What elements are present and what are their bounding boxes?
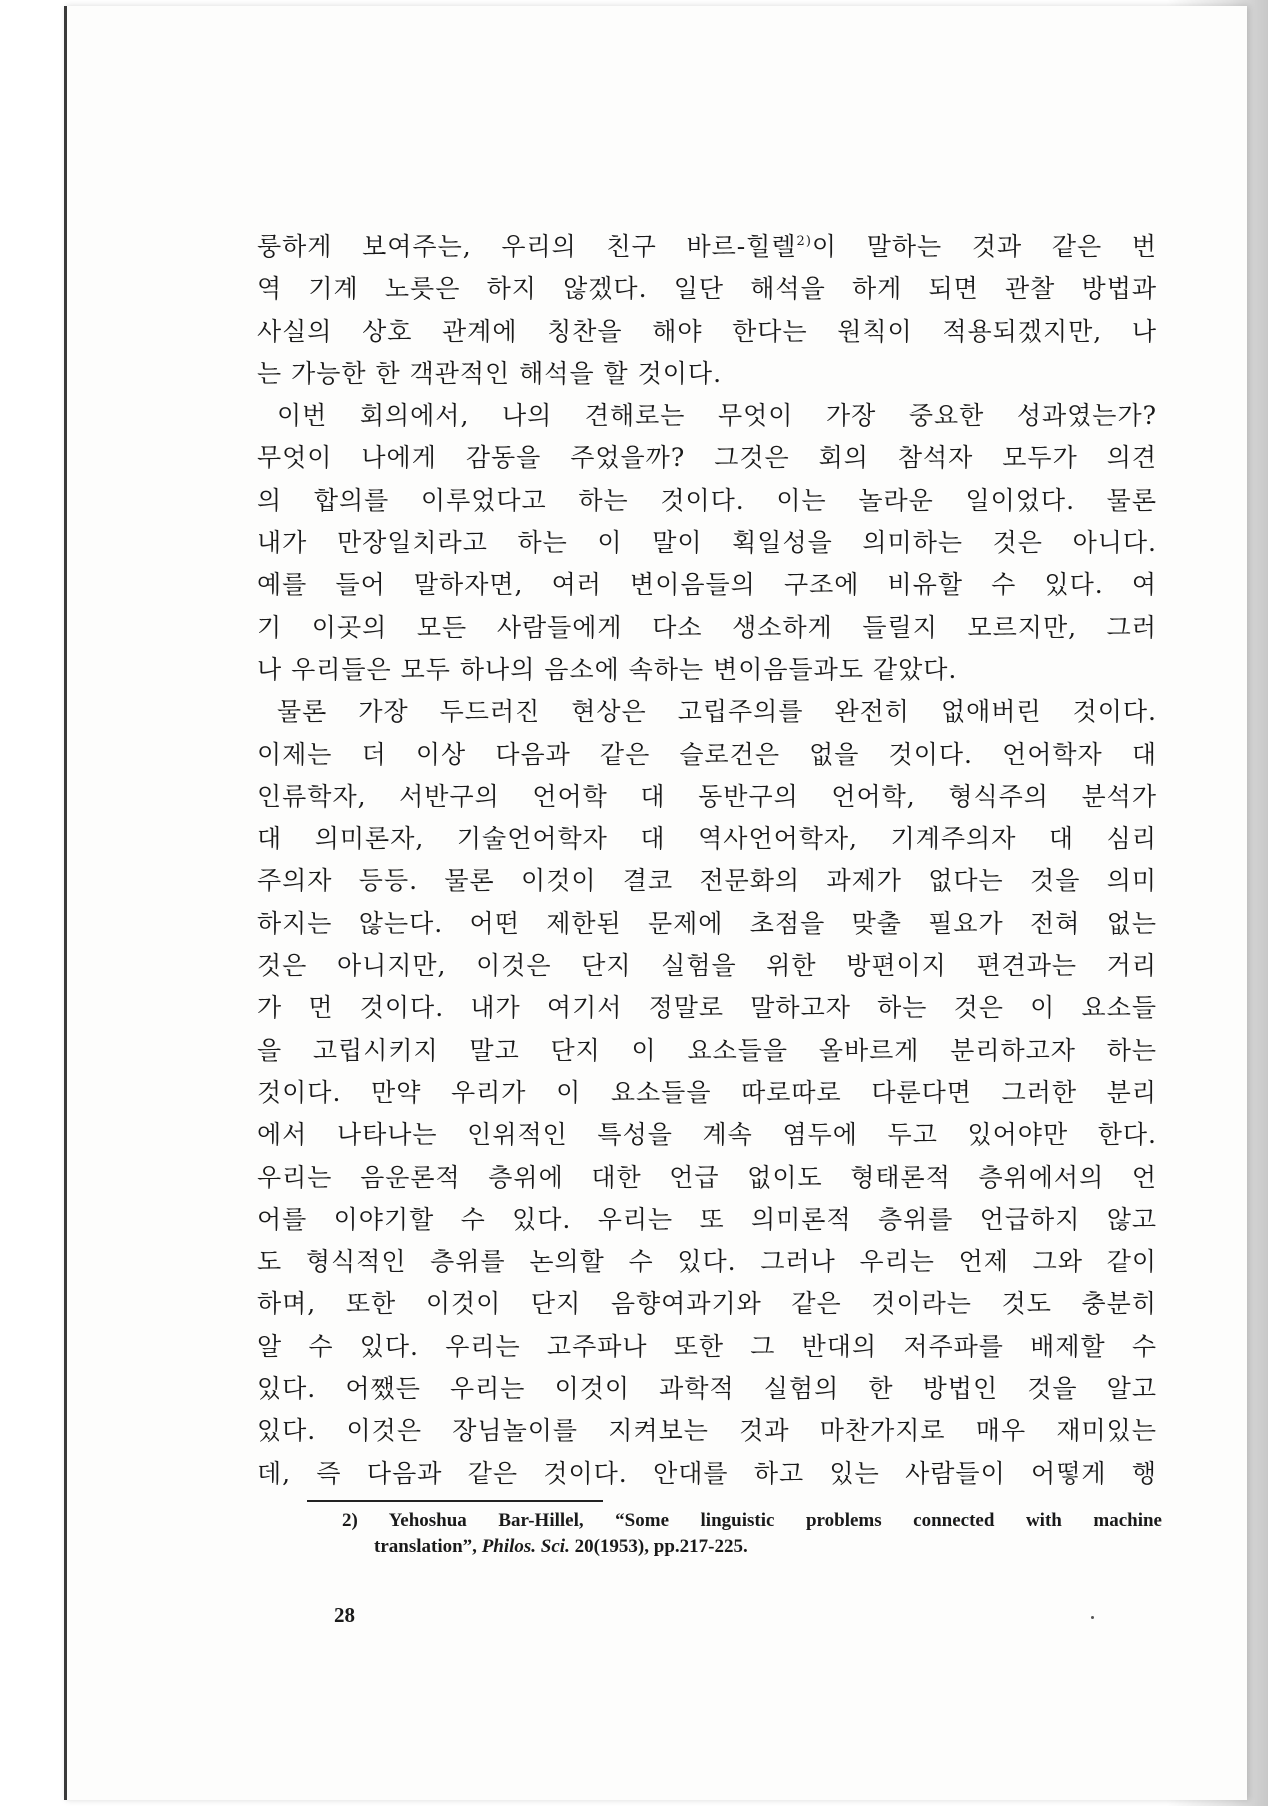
text-line: 는 가능한 한 객관적인 해석을 할 것이다.: [257, 358, 723, 388]
text-line: 나 우리들은 모두 하나의 음소에 속하는 변이음들과도 같았다.: [257, 654, 958, 684]
text-line: 데, 즉 다음과 같은 것이다. 안대를 하고 있는 사람들이 어떻게 행: [257, 1458, 1157, 1488]
footnote-line: 2) Yehoshua Bar-Hillel, “Some linguistic problems connected with machine: [342, 1510, 1162, 1531]
text-line: 우리는 음운론적 층위에 대한 언급 없이도 형태론적 층위에서의 언: [257, 1162, 1157, 1192]
text-line: 하지는 않는다. 어떤 제한된 문제에 초점을 맞출 필요가 전혀 없는: [257, 908, 1157, 938]
text-line: 있다. 이것은 장님놀이를 지켜보는 것과 마찬가지로 매우 재미있는: [257, 1416, 1157, 1446]
paragraph-first-line: 이번 회의에서, 나의 견해로는 무엇이 가장 중요한 성과였는가?: [277, 401, 1157, 431]
page-number: 28: [334, 1603, 355, 1627]
text-line: 도 형식적인 층위를 논의할 수 있다. 그러나 우리는 언제 그와 같이: [257, 1247, 1157, 1277]
book-page: [64, 6, 1247, 1800]
text-line: 이제는 더 이상 다음과 같은 슬로건은 없을 것이다. 언어학자 대: [257, 739, 1157, 769]
text-line: 어를 이야기할 수 있다. 우리는 또 의미론적 층위를 언급하지 않고: [257, 1204, 1157, 1234]
text-line: 을 고립시키지 말고 단지 이 요소들을 올바르게 분리하고자 하는: [257, 1035, 1157, 1065]
text-line: 예를 들어 말하자면, 여러 변이음들의 구조에 비유할 수 있다. 여: [257, 570, 1157, 600]
footnote: [342, 1508, 1162, 1560]
text-line: 있다. 어쨌든 우리는 이것이 과학적 실험의 한 방법인 것을 알고: [257, 1374, 1157, 1404]
text-line: 의 합의를 이루었다고 하는 것이다. 이는 놀라운 일이었다. 물론: [257, 485, 1157, 515]
text-line: 기 이곳의 모든 사람들에게 다소 생소하게 들릴지 모르지만, 그러: [257, 612, 1157, 642]
text-line: 룽하게 보여주는, 우리의 친구 바르-힐렐$^{2)}$이 말하는 것과 같은 번: [257, 232, 1157, 261]
text-line: 것은 아니지만, 이것은 단지 실험을 위한 방편이지 편견과는 거리: [257, 951, 1157, 981]
text-line: 사실의 상호 관계에 칭찬을 해야 한다는 원칙이 적용되겠지만, 나: [257, 316, 1157, 346]
scan-speck: [1091, 1616, 1094, 1619]
text-line: 알 수 있다. 우리는 고주파나 또한 그 반대의 저주파를 배제할 수: [257, 1331, 1157, 1361]
text-line: 대 의미론자, 기술언어학자 대 역사언어학자, 기계주의자 대 심리: [257, 824, 1157, 854]
footnote-line: translation”, Philos. Sci. 20(1953), pp.217-225.: [374, 1536, 748, 1557]
text-line: 것이다. 만약 우리가 이 요소들을 따로따로 다룬다면 그러한 분리: [257, 1077, 1157, 1107]
text-line: 주의자 등등. 물론 이것이 결코 전문화의 과제가 없다는 것을 의미: [257, 866, 1157, 896]
footnote-number: 2): [342, 1510, 358, 1531]
text-line: 내가 만장일치라고 하는 이 말이 획일성을 의미하는 것은 아니다.: [257, 528, 1157, 558]
journal-title: Philos. Sci.: [481, 1536, 570, 1557]
text-line: 하며, 또한 이것이 단지 음향여과기와 같은 것이라는 것도 충분히: [257, 1289, 1157, 1319]
text-line: 무엇이 나에게 감동을 주었을까? 그것은 회의 참석자 모두가 의견: [257, 443, 1157, 473]
body-text: [257, 226, 1157, 1495]
text-line: 역 기계 노릇은 하지 않겠다. 일단 해석을 하게 되면 관찰 방법과: [257, 274, 1157, 304]
text-line: 가 먼 것이다. 내가 여기서 정말로 말하고자 하는 것은 이 요소들: [257, 993, 1157, 1023]
paragraph-first-line: 물론 가장 두드러진 현상은 고립주의를 완전히 없애버린 것이다.: [277, 697, 1157, 727]
footnote-reference[interactable]: 2): [796, 234, 812, 249]
footnote-divider: [307, 1500, 603, 1502]
text-line: 에서 나타나는 인위적인 특성을 계속 염두에 두고 있어야만 한다.: [257, 1120, 1157, 1150]
text-line: 인류학자, 서반구의 언어학 대 동반구의 언어학, 형식주의 분석가: [257, 781, 1157, 811]
